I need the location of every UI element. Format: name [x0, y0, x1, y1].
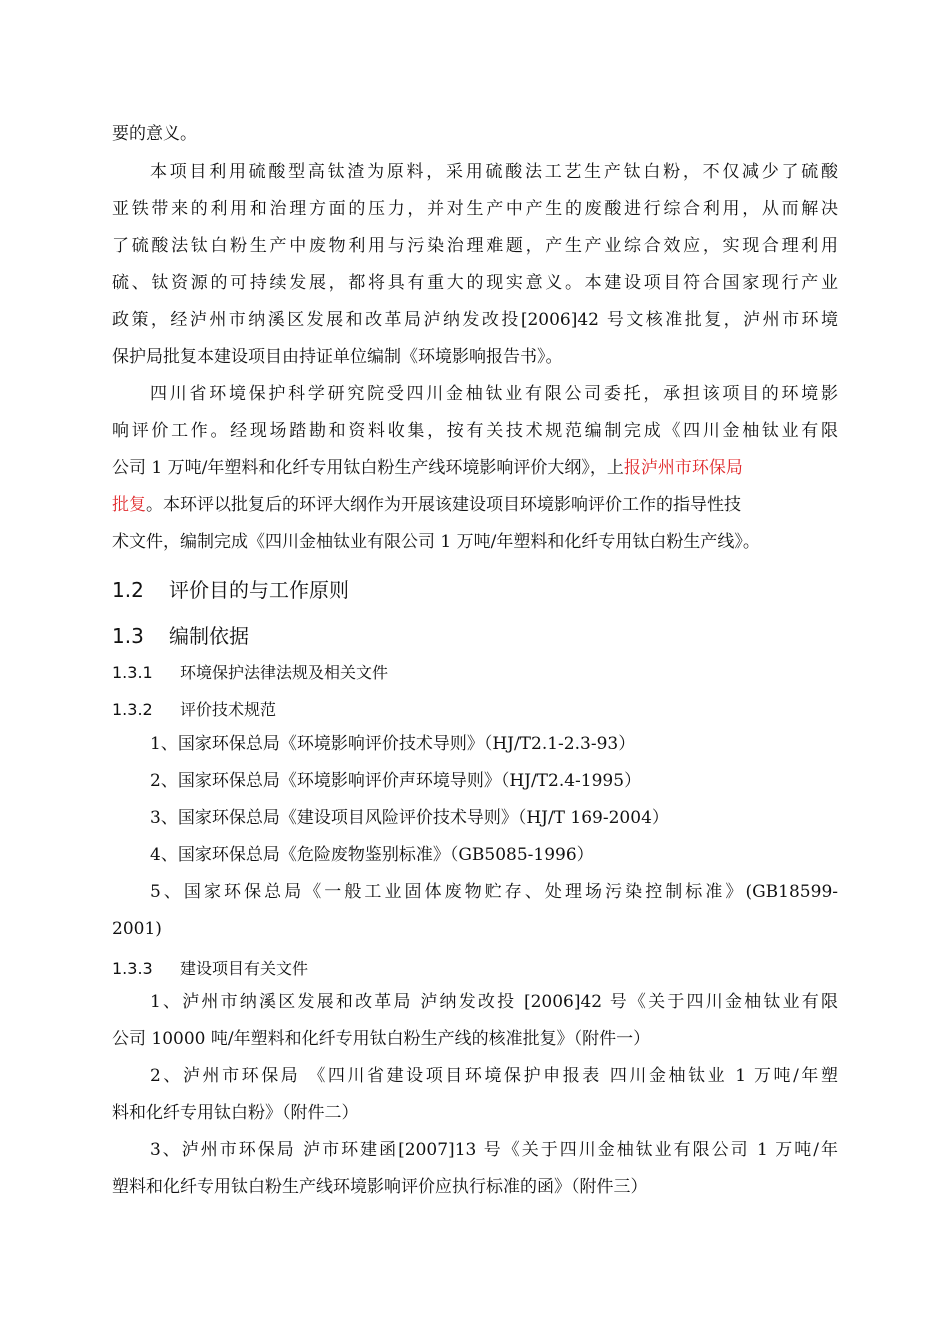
list-item: 1、国家环保总局《环境影响评价技术导则》（HJ/T2.1-2.3-93） — [150, 734, 636, 754]
paragraph-fragment: 要的意义。 — [112, 124, 197, 144]
highlighted-text: 报泸州市环保局 — [623, 458, 743, 478]
section-number: 1.3.2 — [112, 700, 153, 719]
list-item-continuation: 塑料和化纤专用钛白粉生产线环境影响评价应执行标准的函》（附件三） — [112, 1177, 648, 1197]
subsection-heading-1-3-3 — [112, 956, 308, 979]
paragraph-line: 了硫酸法钛白粉生产中废物利用与污染治理难题，产生产业综合效应，实现合理利用 — [112, 236, 838, 256]
section-title: 评价目的与工作原则 — [169, 578, 349, 602]
list-item: 2、国家环保总局《环境影响评价声环境导则》（HJ/T2.4-1995） — [150, 771, 642, 791]
list-item: 5、国家环保总局《一般工业固体废物贮存、处理场污染控制标准》(GB18599- — [150, 882, 838, 902]
paragraph-line: 术文件，编制完成《四川金柚钛业有限公司 1 万吨/年塑料和化纤专用钛白粉生产线》。 — [112, 532, 760, 552]
list-item: 1、泸州市纳溪区发展和改革局 泸纳发改投 [2006]42 号《关于四川金柚钛业有限 — [150, 992, 838, 1012]
section-title: 编制依据 — [169, 624, 249, 648]
paragraph-line: 四川省环境保护科学研究院受四川金柚钛业有限公司委托，承担该项目的环境影 — [150, 384, 838, 404]
paragraph-line: 硫、钛资源的可持续发展，都将具有重大的现实意义。本建设项目符合国家现行产业 — [112, 273, 838, 293]
paragraph-line: 政策，经泸州市纳溪区发展和改革局泸纳发改投[2006]42 号文核准批复，泸州市环境 — [112, 310, 838, 330]
paragraph-line — [112, 450, 838, 487]
paragraph-line: 亚铁带来的利用和治理方面的压力，并对生产中产生的废酸进行综合利用，从而解决 — [112, 199, 838, 219]
list-item: 4、国家环保总局《危险废物鉴别标准》（GB5085-1996） — [150, 845, 594, 865]
list-item-continuation: 料和化纤专用钛白粉》（附件二） — [112, 1103, 359, 1123]
section-number: 1.2 — [112, 578, 144, 602]
section-number: 1.3 — [112, 624, 144, 648]
section-title: 环境保护法律法规及相关文件 — [180, 663, 389, 682]
paragraph-line — [112, 487, 838, 524]
section-title: 评价技术规范 — [180, 700, 277, 719]
list-item: 2、泸州市环保局 《四川省建设项目环境保护申报表 四川金柚钛业 1 万吨/年塑 — [150, 1066, 838, 1086]
list-item: 3、泸州市环保局 泸市环建函[2007]13 号《关于四川金柚钛业有限公司 1 万吨/年 — [150, 1140, 838, 1160]
highlighted-text: 批复 — [112, 495, 146, 515]
paragraph-text: 公司 1 万吨/年塑料和化纤专用钛白粉生产线环境影响评价大纲》，上 — [112, 458, 624, 478]
section-title: 建设项目有关文件 — [180, 959, 309, 978]
subsection-heading-1-3-2 — [112, 697, 276, 720]
section-number: 1.3.3 — [112, 959, 153, 978]
list-item-continuation: 公司 10000 吨/年塑料和化纤专用钛白粉生产线的核准批复》（附件一） — [112, 1029, 651, 1049]
section-heading-1-2 — [112, 574, 349, 603]
paragraph-text: 。本环评以批复后的环评大纲作为开展该建设项目环境影响评价工作的指导性技 — [146, 495, 741, 515]
section-number: 1.3.1 — [112, 663, 153, 682]
subsection-heading-1-3-1 — [112, 660, 388, 683]
paragraph-line: 响评价工作。经现场踏勘和资料收集，按有关技术规范编制完成《四川金柚钛业有限 — [112, 421, 838, 441]
section-heading-1-3 — [112, 620, 249, 649]
list-item: 3、国家环保总局《建设项目风险评价技术导则》（HJ/T 169-2004） — [150, 808, 669, 828]
paragraph-line: 保护局批复本建设项目由持证单位编制《环境影响报告书》。 — [112, 347, 563, 367]
paragraph-line: 本项目利用硫酸型高钛渣为原料，采用硫酸法工艺生产钛白粉，不仅减少了硫酸 — [150, 162, 838, 182]
list-item-continuation: 2001) — [112, 919, 162, 939]
